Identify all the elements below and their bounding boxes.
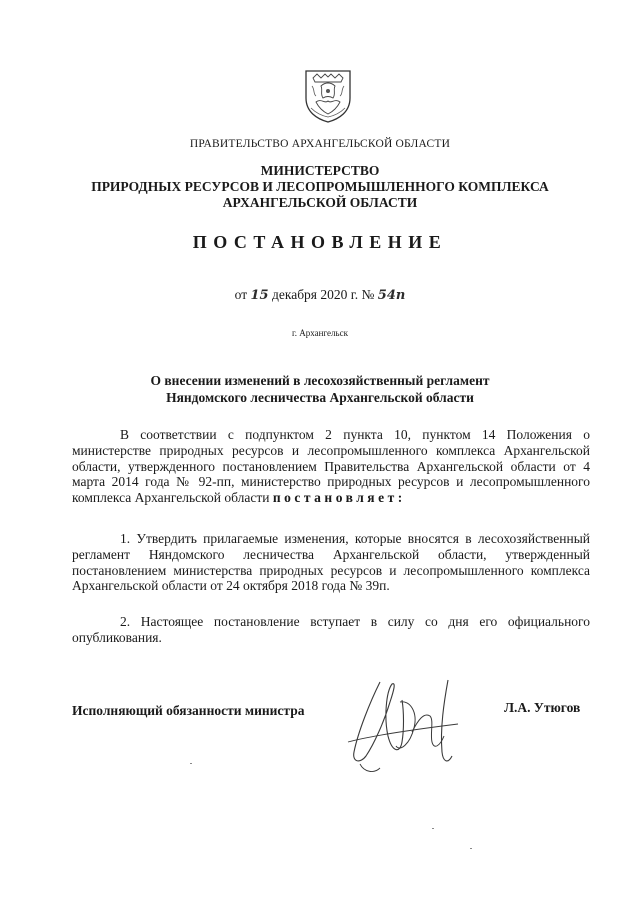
ministry-name — [0, 163, 640, 211]
date-line — [0, 287, 640, 303]
ministry-line-1: МИНИСТЕРСТВО — [260, 163, 380, 178]
paragraph-item-2: 2. Настоящее постановление вступает в силу со дня его официального опубликования. — [72, 614, 590, 645]
scan-speck — [432, 828, 434, 829]
ministry-line-3: АРХАНГЕЛЬСКОЙ ОБЛАСТИ — [222, 195, 418, 210]
ministry-line-2: ПРИРОДНЫХ РЕСУРСОВ И ЛЕСОПРОМЫШЛЕННОГО КОМПЛЕКСА — [91, 179, 549, 194]
government-name: ПРАВИТЕЛЬСТВО АРХАНГЕЛЬСКОЙ ОБЛАСТИ — [189, 138, 451, 150]
paragraph-preamble — [72, 427, 590, 506]
signer-title: Исполняющий обязанности министра — [72, 703, 305, 718]
date-middle: декабря 2020 г. № — [268, 287, 378, 302]
document-number-handwritten: 54п — [377, 288, 406, 303]
preamble-text: В соответствии с подпунктом 2 пункта 10, пунктом 14 Положения о министерстве природных ресурсов и лесопромышленного комплекса Архангельской области, утвержденного постановлением Правительства Архангельской области от 4 марта 2014 года № 92-пп, министерство природных ресурсов и лесопромышленного комплекса Архангельской области — [72, 427, 590, 506]
paragraph-item-1: 1. Утвердить прилагаемые изменения, которые вносятся в лесохозяйственный регламент Няндомского лесничества Архангельской области, утвержденный постановлением министерства природных ресурсов и лесопромышленного комплекса Архангельской области от 24 октября 2018 года № 39п. — [72, 531, 590, 594]
document-type: ПОСТАНОВЛЕНИЕ — [192, 232, 448, 252]
document-subject — [0, 372, 640, 406]
subject-line-1: О внесении изменений в лесохозяйственный регламент — [150, 373, 490, 388]
date-prefix: от — [234, 287, 251, 302]
scan-speck — [470, 848, 472, 849]
coat-of-arms-icon — [303, 68, 353, 124]
signer-name: Л.А. Утюгов — [504, 700, 581, 715]
city-name: г. Архангельск — [292, 328, 348, 338]
handwritten-signature-icon — [340, 672, 470, 780]
subject-line-2: Няндомского лесничества Архангельской области — [166, 390, 474, 405]
date-day-handwritten: 15 — [250, 288, 269, 303]
scan-speck — [190, 763, 192, 764]
resolves-word: постановляет: — [272, 490, 406, 506]
